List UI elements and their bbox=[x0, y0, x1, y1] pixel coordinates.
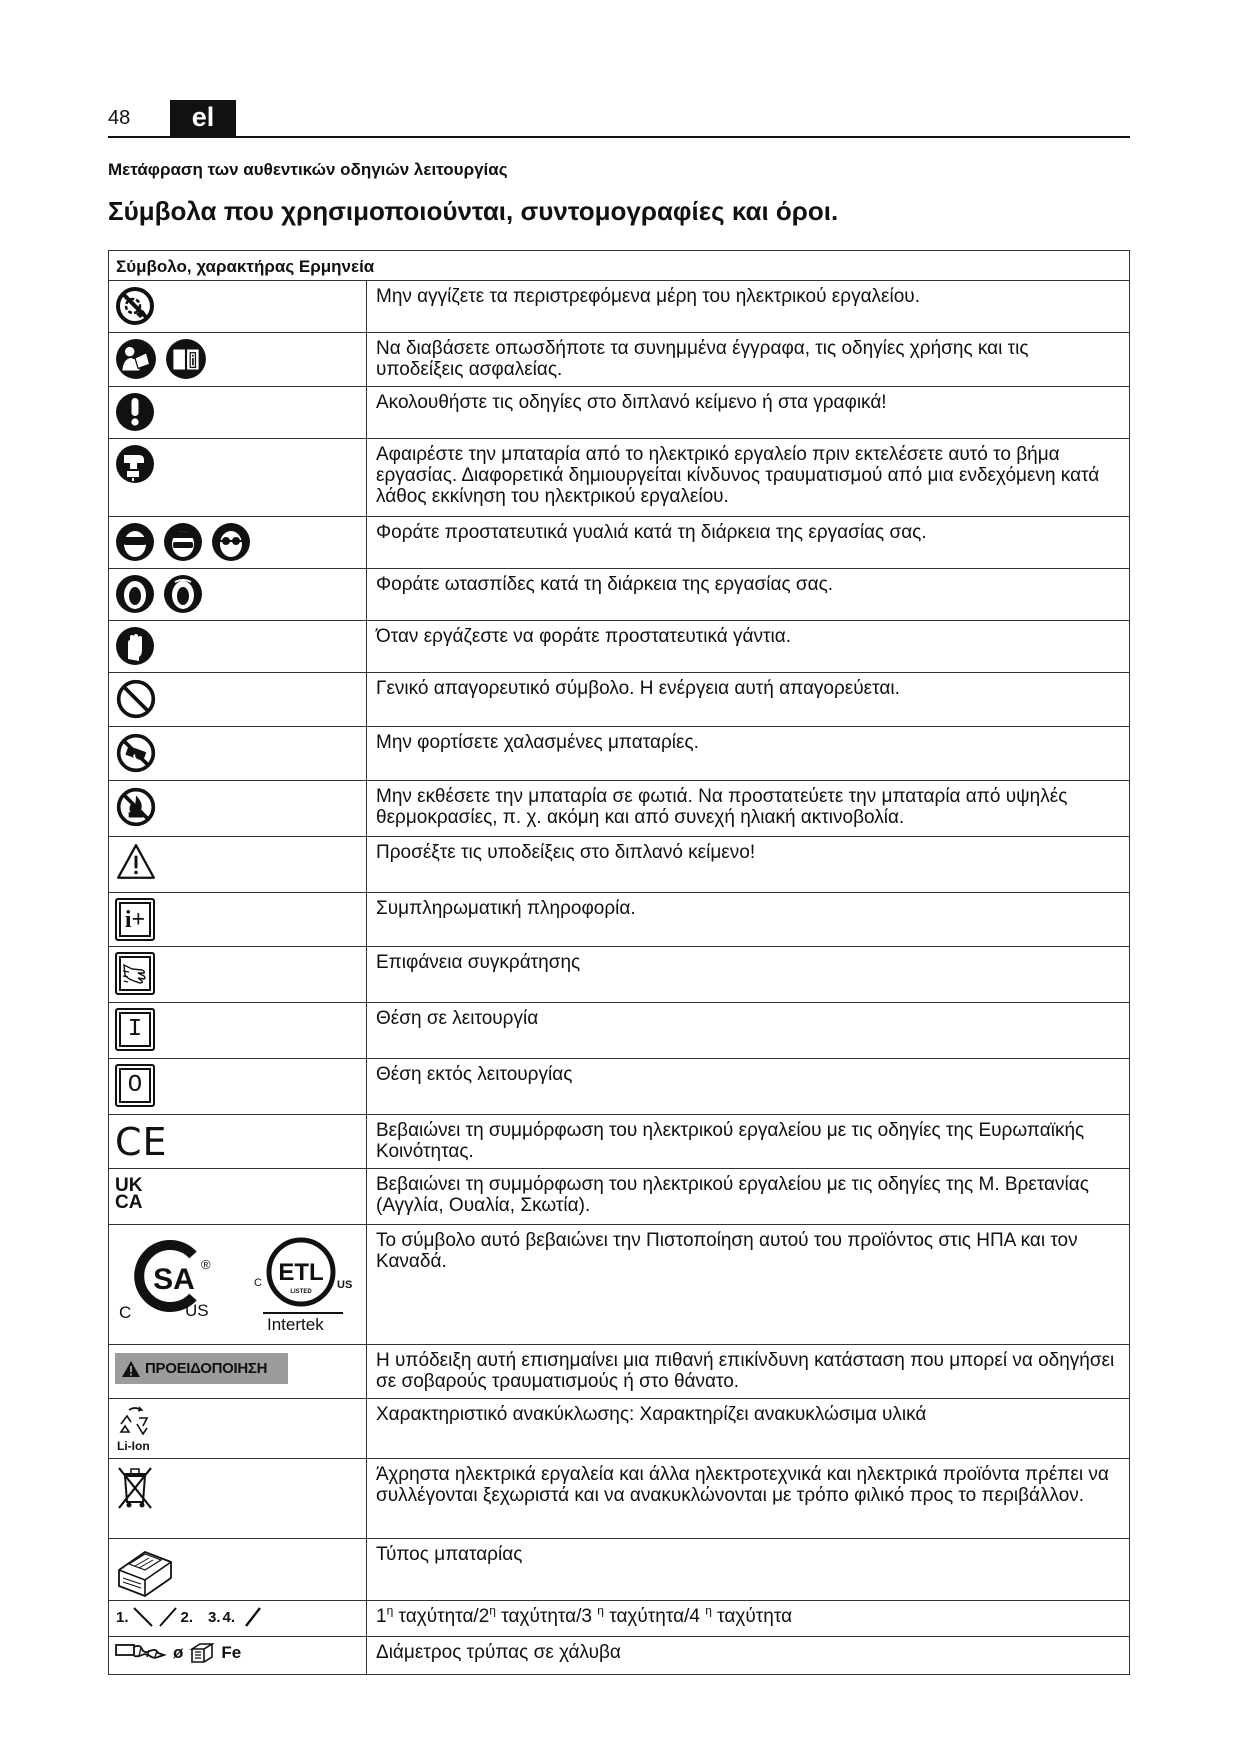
power-on-label: I bbox=[127, 1015, 143, 1043]
power-off-icon bbox=[115, 1064, 155, 1107]
speed-text-sup: η bbox=[705, 1603, 712, 1618]
row-description: Μην φορτίσετε χαλασμένες μπαταρίες. bbox=[367, 727, 1130, 781]
symbol-cell bbox=[109, 781, 367, 837]
symbol-cell bbox=[109, 1459, 367, 1539]
ukca-line-2: CA bbox=[115, 1192, 143, 1213]
warning-triangle-icon bbox=[115, 842, 157, 882]
etl-us-label: US bbox=[337, 1279, 353, 1291]
no-charge-damaged-battery-icon bbox=[115, 732, 157, 774]
row-description: Γενικό απαγορευτικό σύμβολο. Η ενέργεια αυτή απαγορεύεται. bbox=[367, 673, 1130, 727]
table-row bbox=[109, 1459, 1130, 1539]
grip-surface-icon bbox=[115, 952, 155, 995]
row-description: Θέση σε λειτουργία bbox=[367, 1003, 1130, 1059]
symbol-cell bbox=[109, 1345, 367, 1399]
row-description: Τύπος μπαταρίας bbox=[367, 1539, 1130, 1601]
read-manual-icon bbox=[115, 338, 157, 380]
table-row bbox=[109, 621, 1130, 673]
table-header: Σύμβολο, χαρακτήρας Ερμηνεία bbox=[109, 251, 1130, 281]
speed-label-2: 2. bbox=[180, 1608, 194, 1626]
symbol-cell bbox=[109, 621, 367, 673]
table-row bbox=[109, 1601, 1130, 1637]
symbol-cell bbox=[109, 1115, 367, 1169]
speed-label-4: 4. bbox=[222, 1608, 236, 1626]
row-description: Βεβαιώνει τη συμμόρφωση του ηλεκτρικού εργαλείου με τις οδηγίες της Ευρωπαϊκής Κοινότητας. bbox=[367, 1115, 1130, 1169]
table-row bbox=[109, 1345, 1130, 1399]
speed-text-seg: ταχύτητα/2 bbox=[393, 1606, 490, 1627]
recycling-symbol bbox=[115, 1404, 155, 1453]
face-shield-icon bbox=[163, 522, 203, 562]
table-row bbox=[109, 517, 1130, 569]
row-description bbox=[367, 1601, 1130, 1637]
table-row bbox=[109, 387, 1130, 439]
row-description: Μην εκθέσετε την μπαταρία σε φωτιά. Να προστατεύετε την μπαταρία από υψηλές θερμοκρασίες, π. χ. ακόμη και από συνεχή ηλιακή ακτινοβολία. bbox=[367, 781, 1130, 837]
csa-us-label: US bbox=[185, 1301, 209, 1320]
table-row bbox=[109, 893, 1130, 947]
row-description: Όταν εργάζεστε να φοράτε προστατευτικά γάντια. bbox=[367, 621, 1130, 673]
symbol-cell bbox=[109, 837, 367, 893]
ukca-line-1: UK bbox=[115, 1175, 143, 1196]
symbol-cell bbox=[109, 517, 367, 569]
row-description: Φοράτε προστατευτικά γυαλιά κατά τη διάρκεια της εργασίας σας. bbox=[367, 517, 1130, 569]
remove-battery-icon bbox=[115, 444, 155, 484]
drill-diameter-symbol bbox=[115, 1641, 241, 1665]
diameter-symbol: ø bbox=[173, 1643, 184, 1662]
symbol-cell bbox=[109, 947, 367, 1003]
symbol-cell bbox=[109, 1169, 367, 1225]
csa-c-label: C bbox=[119, 1303, 132, 1322]
drill-bit-icon bbox=[115, 1641, 167, 1665]
speed-line-icon bbox=[236, 1606, 266, 1628]
table-row bbox=[109, 1003, 1130, 1059]
row-description: Το σύμβολο αυτό βεβαιώνει την Πιστοποίηση αυτού του προϊόντος στις ΗΠΑ και τον Καναδά. bbox=[367, 1225, 1130, 1345]
speed-text-seg: 1 bbox=[376, 1606, 387, 1627]
symbol-cell bbox=[109, 1225, 367, 1345]
gloves-icon bbox=[115, 626, 155, 666]
symbol-cell bbox=[109, 1539, 367, 1601]
symbol-cell bbox=[109, 1601, 367, 1637]
symbol-cell bbox=[109, 673, 367, 727]
table-row bbox=[109, 1539, 1130, 1601]
table-header-row bbox=[109, 251, 1130, 281]
row-description: Βεβαιώνει τη συμμόρφωση του ηλεκτρικού εργαλείου με τις οδηγίες της Μ. Βρετανίας (Αγγλία, Ουαλία, Σκωτία). bbox=[367, 1169, 1130, 1225]
row-description: Η υπόδειξη αυτή επισημαίνει μια πιθανή επικίνδυνη κατάσταση που μπορεί να οδηγήσει σε σοβαρούς τραυματισμούς ή στο θάνατο. bbox=[367, 1345, 1130, 1399]
warning-triangle-icon bbox=[121, 1360, 141, 1378]
row-description: Αφαιρέστε την μπαταρία από το ηλεκτρικό εργαλείο πριν εκτελέσετε αυτό το βήμα εργασίας. Διαφορετικά δημιουργείται κίνδυνος τραυματισμού από μια ενδεχόμενη κατά λάθος εκκίνηση του ηλεκτρικού εργαλείου. bbox=[367, 439, 1130, 517]
ce-mark-icon: CE bbox=[115, 1120, 168, 1164]
no-fire-battery-icon bbox=[115, 786, 157, 828]
speed-text-seg: ταχύτητα/3 bbox=[495, 1606, 598, 1627]
manual-book-icon bbox=[165, 338, 207, 380]
page-title: Σύμβολα που χρησιμοποιούνται, συντομογραφίες και όροι. bbox=[108, 196, 839, 226]
speed-text-sup: η bbox=[489, 1603, 496, 1618]
warning-badge-label: ΠΡΟΕΙΔΟΠΟΙΗΣΗ bbox=[145, 1360, 268, 1377]
row-description: Διάμετρος τρύπας σε χάλυβα bbox=[367, 1637, 1130, 1675]
recycling-icon bbox=[115, 1404, 155, 1440]
row-description: Χαρακτηριστικό ανακύκλωσης: Χαρακτηρίζει ανακυκλώσιμα υλικά bbox=[367, 1399, 1130, 1459]
power-off-label: O bbox=[127, 1071, 143, 1099]
table-row bbox=[109, 1115, 1130, 1169]
table-row bbox=[109, 439, 1130, 517]
table-row bbox=[109, 1059, 1130, 1115]
table-row bbox=[109, 569, 1130, 621]
speed-text-seg: ταχύτητα bbox=[711, 1606, 793, 1627]
symbol-cell bbox=[109, 281, 367, 333]
symbol-cell bbox=[109, 439, 367, 517]
symbol-cell bbox=[109, 1003, 367, 1059]
ear-protection-icon bbox=[163, 574, 203, 614]
row-description: Μην αγγίζετε τα περιστρεφόμενα μέρη του ηλεκτρικού εργαλείου. bbox=[367, 281, 1130, 333]
symbol-cell bbox=[109, 1399, 367, 1459]
no-touch-rotating-parts-icon bbox=[115, 286, 155, 326]
recycling-label: Li-Ion bbox=[117, 1439, 150, 1453]
etl-divider bbox=[263, 1312, 343, 1314]
etl-listed-text: LISTED bbox=[290, 1289, 312, 1295]
symbol-cell bbox=[109, 387, 367, 439]
power-on-icon bbox=[115, 1008, 155, 1051]
row-description: Συμπληρωματική πληροφορία. bbox=[367, 893, 1130, 947]
table-row bbox=[109, 1637, 1130, 1675]
row-description: Θέση εκτός λειτουργίας bbox=[367, 1059, 1130, 1115]
warning-badge-icon bbox=[115, 1353, 288, 1384]
speed-text-seg: ταχύτητα/4 bbox=[603, 1606, 706, 1627]
symbol-cell bbox=[109, 727, 367, 781]
etl-c-label: C bbox=[254, 1277, 262, 1289]
etl-logo-icon bbox=[265, 1236, 337, 1308]
safety-glasses-icon bbox=[211, 522, 251, 562]
symbol-cell bbox=[109, 333, 367, 387]
etl-mark-text: ETL bbox=[278, 1259, 324, 1286]
document-subtitle: Μετάφραση των αυθεντικών οδηγιών λειτουργίας bbox=[108, 160, 508, 179]
speed-text-sup: η bbox=[386, 1603, 394, 1618]
safety-goggles-icon bbox=[115, 522, 155, 562]
table-row bbox=[109, 333, 1130, 387]
prohibition-icon bbox=[115, 678, 157, 720]
table-row bbox=[109, 947, 1130, 1003]
steel-block-icon bbox=[189, 1641, 215, 1665]
row-description: Φοράτε ωτασπίδες κατά τη διάρκεια της εργασίας σας. bbox=[367, 569, 1130, 621]
speed-label-1: 1. bbox=[116, 1608, 129, 1626]
table-row bbox=[109, 727, 1130, 781]
battery-pack-icon bbox=[115, 1544, 175, 1598]
speed-text-sup: η bbox=[597, 1603, 604, 1618]
table-row bbox=[109, 281, 1130, 333]
language-tag: el bbox=[170, 100, 236, 136]
info-plus-label: i+ bbox=[124, 906, 146, 933]
symbol-cell bbox=[109, 1059, 367, 1115]
table-row bbox=[109, 1399, 1130, 1459]
speed-line-icon bbox=[156, 1606, 180, 1628]
ear-protection-icon bbox=[115, 574, 155, 614]
speed-line-icon bbox=[130, 1606, 156, 1628]
csa-registered: ® bbox=[201, 1257, 211, 1272]
table-row bbox=[109, 1225, 1130, 1345]
symbol-cell bbox=[109, 893, 367, 947]
row-description: Ακολουθήστε τις οδηγίες στο διπλανό κείμενο ή στα γραφικά! bbox=[367, 387, 1130, 439]
page-number: 48 bbox=[108, 107, 131, 129]
row-description: Επιφάνεια συγκράτησης bbox=[367, 947, 1130, 1003]
symbols-table bbox=[108, 250, 1130, 1675]
material-label: Fe bbox=[221, 1643, 242, 1662]
ukca-mark-icon bbox=[115, 1177, 142, 1211]
symbol-cell bbox=[109, 1637, 367, 1675]
etl-brand: Intertek bbox=[267, 1315, 324, 1334]
crossed-bin-icon bbox=[115, 1464, 155, 1510]
exclamation-icon bbox=[115, 392, 155, 432]
certification-logos bbox=[115, 1230, 360, 1342]
table-row bbox=[109, 781, 1130, 837]
table-row bbox=[109, 1169, 1130, 1225]
csa-mark-text: SA bbox=[153, 1263, 195, 1296]
speed-label-3: 3. bbox=[208, 1608, 221, 1626]
table-row bbox=[109, 837, 1130, 893]
info-plus-icon bbox=[115, 898, 155, 941]
speed-setting-icon bbox=[115, 1606, 266, 1628]
table-row bbox=[109, 673, 1130, 727]
row-description: Να διαβάσετε οπωσδήποτε τα συνημμένα έγγραφα, τις οδηγίες χρήσης και τις υποδείξεις ασφαλείας. bbox=[367, 333, 1130, 387]
row-description: Άχρηστα ηλεκτρικά εργαλεία και άλλα ηλεκτροτεχνικά και ηλεκτρικά προϊόντα πρέπει να συλλέγονται ξεχωριστά και να ανακυκλώνονται με τρόπο φιλικό προς το περιβάλλον. bbox=[367, 1459, 1130, 1539]
header-rule bbox=[108, 136, 1130, 138]
symbol-cell bbox=[109, 569, 367, 621]
row-description: Προσέξτε τις υποδείξεις στο διπλανό κείμενο! bbox=[367, 837, 1130, 893]
